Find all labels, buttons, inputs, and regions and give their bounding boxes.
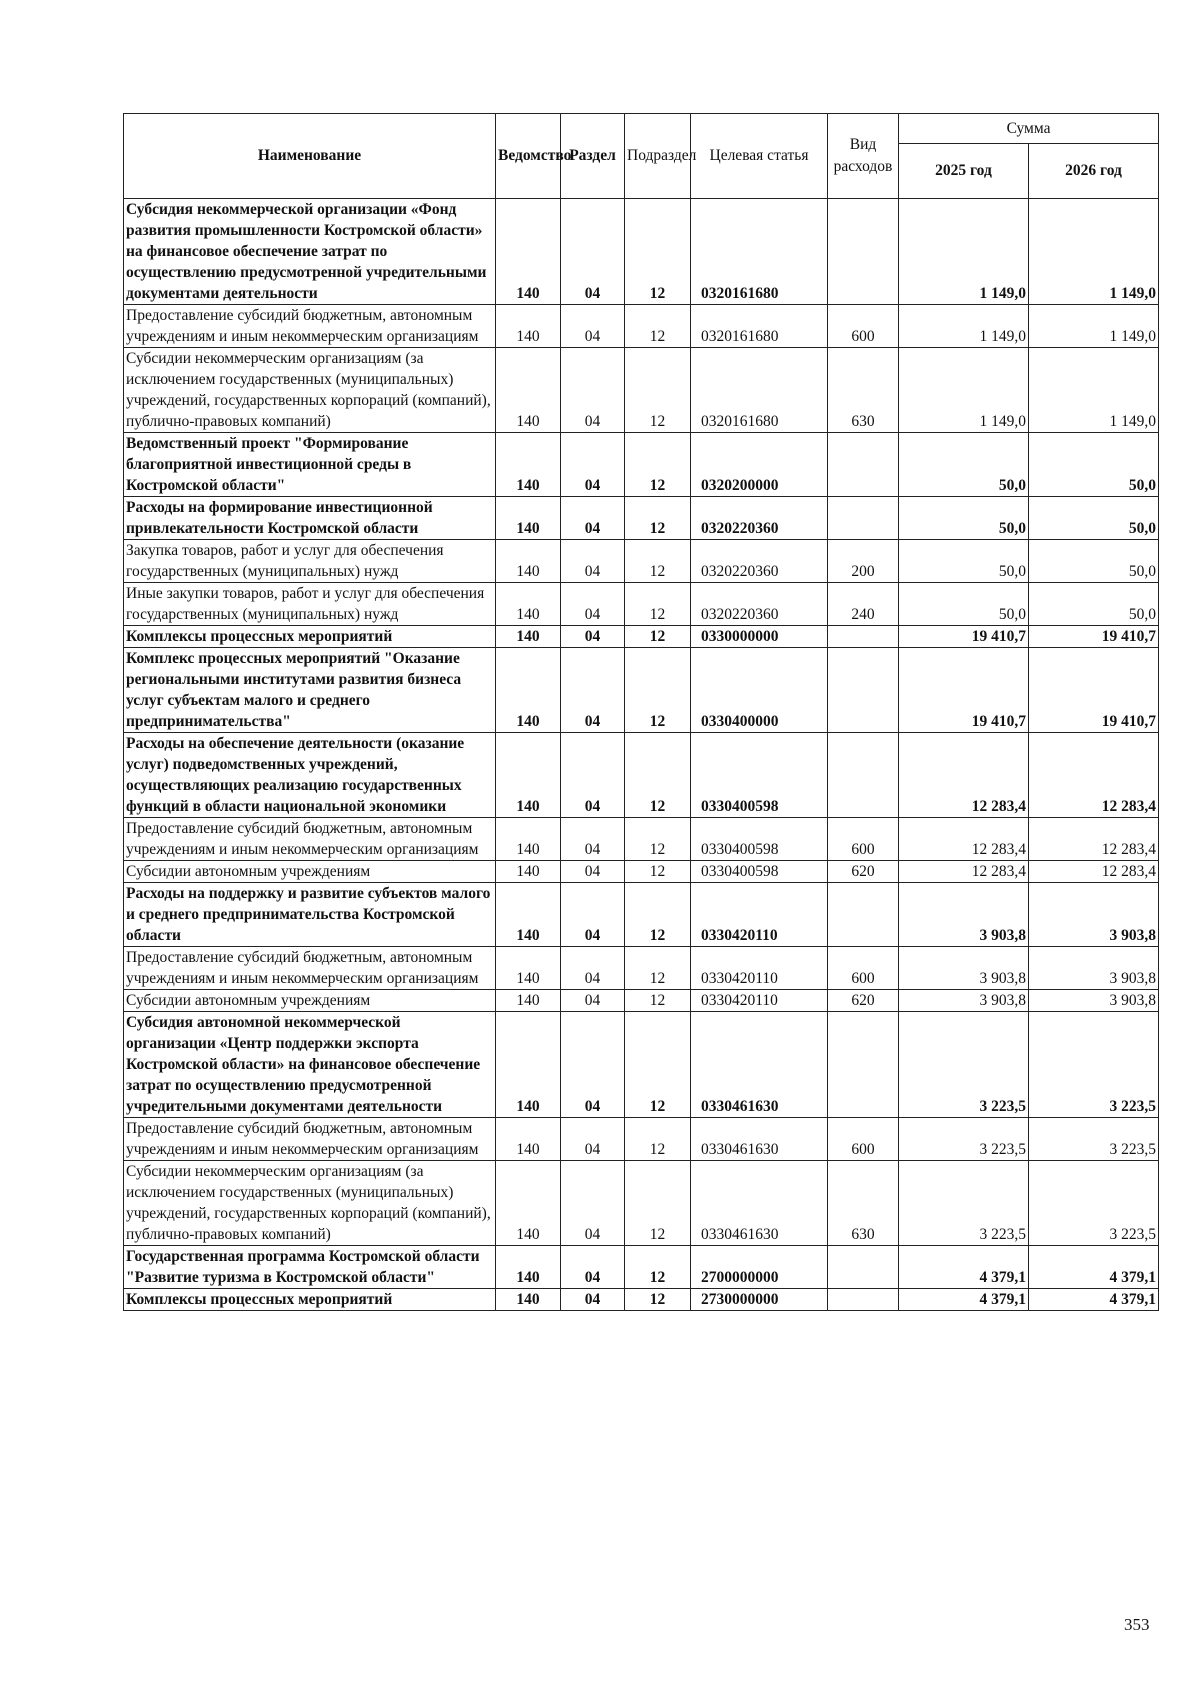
table-row <box>124 648 1159 733</box>
row-summa-2026: 3 903,8 <box>1029 990 1159 1012</box>
row-summa-2025: 3 223,5 <box>899 1118 1029 1161</box>
row-name: Государственная программа Костромской области "Развитие туризма в Костромской области" <box>124 1246 496 1289</box>
row-podrazdel: 12 <box>625 1289 691 1311</box>
row-podrazdel: 12 <box>625 990 691 1012</box>
row-podrazdel: 12 <box>625 733 691 818</box>
row-vedomstvo: 140 <box>496 1012 561 1118</box>
row-summa-2026: 19 410,7 <box>1029 648 1159 733</box>
page-number: 353 <box>1124 1615 1150 1634</box>
row-razdel: 04 <box>561 648 625 733</box>
row-razdel: 04 <box>561 1161 625 1246</box>
row-summa-2025: 1 149,0 <box>899 348 1029 433</box>
table-row <box>124 861 1159 883</box>
row-name: Предоставление субсидий бюджетным, автономным учреждениям и иным некоммерческим организациям <box>124 818 496 861</box>
table-row <box>124 433 1159 497</box>
row-podrazdel: 12 <box>625 433 691 497</box>
row-vid-raskhodov <box>828 1289 899 1311</box>
row-vid-raskhodov: 620 <box>828 990 899 1012</box>
table-row <box>124 733 1159 818</box>
row-podrazdel: 12 <box>625 818 691 861</box>
row-razdel: 04 <box>561 733 625 818</box>
budget-table-sheet <box>123 113 1158 1311</box>
row-podrazdel: 12 <box>625 626 691 648</box>
row-summa-2026: 50,0 <box>1029 497 1159 540</box>
table-row <box>124 947 1159 990</box>
row-name: Субсидия автономной некоммерческой организации «Центр поддержки экспорта Костромской области» на финансовое обеспечение затрат по осуществлению предусмотренной учредительными документами деятельности <box>124 1012 496 1118</box>
row-summa-2025: 12 283,4 <box>899 861 1029 883</box>
header-2025: 2025 год <box>899 144 1029 199</box>
row-tselevaya-statya: 0330461630 <box>691 1161 828 1246</box>
table-header <box>124 114 1159 199</box>
row-podrazdel: 12 <box>625 1246 691 1289</box>
row-summa-2025: 1 149,0 <box>899 305 1029 348</box>
header-vedomstvo: Ведомство <box>496 114 561 199</box>
row-tselevaya-statya: 0330461630 <box>691 1012 828 1118</box>
row-vid-raskhodov <box>828 433 899 497</box>
row-tselevaya-statya: 0320220360 <box>691 540 828 583</box>
row-name: Предоставление субсидий бюджетным, автономным учреждениям и иным некоммерческим организациям <box>124 1118 496 1161</box>
row-summa-2025: 3 903,8 <box>899 990 1029 1012</box>
row-name: Предоставление субсидий бюджетным, автономным учреждениям и иным некоммерческим организациям <box>124 947 496 990</box>
row-tselevaya-statya: 0320200000 <box>691 433 828 497</box>
row-summa-2026: 50,0 <box>1029 540 1159 583</box>
header-2026: 2026 год <box>1029 144 1159 199</box>
row-summa-2026: 12 283,4 <box>1029 818 1159 861</box>
row-tselevaya-statya: 0320220360 <box>691 497 828 540</box>
row-razdel: 04 <box>561 433 625 497</box>
row-vedomstvo: 140 <box>496 1161 561 1246</box>
row-podrazdel: 12 <box>625 305 691 348</box>
table-row <box>124 1118 1159 1161</box>
row-name: Закупка товаров, работ и услуг для обеспечения государственных (муниципальных) нужд <box>124 540 496 583</box>
row-podrazdel: 12 <box>625 348 691 433</box>
header-vid-raskhodov: Вид расходов <box>828 114 899 199</box>
budget-table <box>123 113 1159 1311</box>
row-summa-2025: 50,0 <box>899 540 1029 583</box>
row-vedomstvo: 140 <box>496 648 561 733</box>
row-vid-raskhodov <box>828 497 899 540</box>
row-vid-raskhodov <box>828 883 899 947</box>
table-row <box>124 583 1159 626</box>
row-summa-2026: 12 283,4 <box>1029 861 1159 883</box>
row-razdel: 04 <box>561 540 625 583</box>
row-summa-2026: 50,0 <box>1029 583 1159 626</box>
row-vid-raskhodov: 600 <box>828 818 899 861</box>
table-row <box>124 1246 1159 1289</box>
header-razdel: Раздел <box>561 114 625 199</box>
row-tselevaya-statya: 0320161680 <box>691 348 828 433</box>
row-name: Предоставление субсидий бюджетным, автономным учреждениям и иным некоммерческим организациям <box>124 305 496 348</box>
row-name: Расходы на обеспечение деятельности (оказание услуг) подведомственных учреждений, осуществляющих реализацию государственных функций в области национальной экономики <box>124 733 496 818</box>
row-vid-raskhodov: 620 <box>828 861 899 883</box>
table-row <box>124 1161 1159 1246</box>
row-podrazdel: 12 <box>625 497 691 540</box>
row-name: Субсидии некоммерческим организациям (за исключением государственных (муниципальных) учреждений, государственных корпораций (компаний), публично-правовых компаний) <box>124 1161 496 1246</box>
row-tselevaya-statya: 0330000000 <box>691 626 828 648</box>
row-vedomstvo: 140 <box>496 348 561 433</box>
row-vid-raskhodov <box>828 626 899 648</box>
row-summa-2025: 12 283,4 <box>899 818 1029 861</box>
row-name: Субсидии некоммерческим организациям (за исключением государственных (муниципальных) учреждений, государственных корпораций (компаний), публично-правовых компаний) <box>124 348 496 433</box>
row-podrazdel: 12 <box>625 861 691 883</box>
row-vid-raskhodov: 200 <box>828 540 899 583</box>
row-podrazdel: 12 <box>625 199 691 305</box>
row-razdel: 04 <box>561 583 625 626</box>
row-name: Комплексы процессных мероприятий <box>124 1289 496 1311</box>
row-name: Субсидии автономным учреждениям <box>124 861 496 883</box>
row-summa-2025: 4 379,1 <box>899 1289 1029 1311</box>
row-summa-2025: 12 283,4 <box>899 733 1029 818</box>
row-summa-2025: 4 379,1 <box>899 1246 1029 1289</box>
row-tselevaya-statya: 0330420110 <box>691 990 828 1012</box>
row-vedomstvo: 140 <box>496 1289 561 1311</box>
row-summa-2025: 3 223,5 <box>899 1161 1029 1246</box>
row-vid-raskhodov: 630 <box>828 348 899 433</box>
row-razdel: 04 <box>561 818 625 861</box>
row-podrazdel: 12 <box>625 583 691 626</box>
row-name: Иные закупки товаров, работ и услуг для обеспечения государственных (муниципальных) нужд <box>124 583 496 626</box>
row-summa-2026: 3 903,8 <box>1029 883 1159 947</box>
row-summa-2026: 3 223,5 <box>1029 1118 1159 1161</box>
row-tselevaya-statya: 0330420110 <box>691 883 828 947</box>
row-podrazdel: 12 <box>625 883 691 947</box>
row-summa-2025: 19 410,7 <box>899 626 1029 648</box>
header-tselevaya: Целевая статья <box>691 114 828 199</box>
row-razdel: 04 <box>561 497 625 540</box>
row-name: Субсидии автономным учреждениям <box>124 990 496 1012</box>
row-summa-2026: 3 223,5 <box>1029 1012 1159 1118</box>
row-vedomstvo: 140 <box>496 990 561 1012</box>
table-row <box>124 305 1159 348</box>
row-vedomstvo: 140 <box>496 583 561 626</box>
table-row <box>124 626 1159 648</box>
header-summa: Сумма <box>899 114 1159 144</box>
row-vedomstvo: 140 <box>496 733 561 818</box>
row-name: Комплексы процессных мероприятий <box>124 626 496 648</box>
row-summa-2026: 19 410,7 <box>1029 626 1159 648</box>
header-name: Наименование <box>124 114 496 199</box>
row-razdel: 04 <box>561 1118 625 1161</box>
row-vid-raskhodov: 600 <box>828 947 899 990</box>
row-razdel: 04 <box>561 1246 625 1289</box>
row-vedomstvo: 140 <box>496 540 561 583</box>
row-razdel: 04 <box>561 199 625 305</box>
row-vedomstvo: 140 <box>496 626 561 648</box>
row-razdel: 04 <box>561 947 625 990</box>
row-name: Субсидия некоммерческой организации «Фонд развития промышленности Костромской области» на финансовое обеспечение затрат по осуществлению предусмотренной учредительными документами деятельности <box>124 199 496 305</box>
row-vid-raskhodov <box>828 1246 899 1289</box>
row-vid-raskhodov <box>828 648 899 733</box>
row-tselevaya-statya: 0320220360 <box>691 583 828 626</box>
row-vedomstvo: 140 <box>496 1118 561 1161</box>
row-summa-2025: 50,0 <box>899 497 1029 540</box>
row-tselevaya-statya: 2700000000 <box>691 1246 828 1289</box>
row-name: Ведомственный проект "Формирование благоприятной инвестиционной среды в Костромской области" <box>124 433 496 497</box>
row-summa-2025: 1 149,0 <box>899 199 1029 305</box>
row-tselevaya-statya: 0320161680 <box>691 199 828 305</box>
row-vid-raskhodov: 630 <box>828 1161 899 1246</box>
table-row <box>124 990 1159 1012</box>
row-vedomstvo: 140 <box>496 305 561 348</box>
row-vid-raskhodov <box>828 733 899 818</box>
row-podrazdel: 12 <box>625 540 691 583</box>
row-summa-2026: 1 149,0 <box>1029 199 1159 305</box>
row-razdel: 04 <box>561 1012 625 1118</box>
row-summa-2026: 12 283,4 <box>1029 733 1159 818</box>
row-vedomstvo: 140 <box>496 433 561 497</box>
row-tselevaya-statya: 0330400598 <box>691 818 828 861</box>
row-name: Расходы на формирование инвестиционной привлекательности Костромской области <box>124 497 496 540</box>
row-summa-2026: 3 223,5 <box>1029 1161 1159 1246</box>
row-podrazdel: 12 <box>625 648 691 733</box>
row-summa-2026: 1 149,0 <box>1029 305 1159 348</box>
row-vedomstvo: 140 <box>496 497 561 540</box>
table-body <box>124 199 1159 1311</box>
table-row <box>124 497 1159 540</box>
row-tselevaya-statya: 0330400598 <box>691 733 828 818</box>
row-summa-2026: 4 379,1 <box>1029 1246 1159 1289</box>
row-tselevaya-statya: 0330400598 <box>691 861 828 883</box>
row-summa-2026: 4 379,1 <box>1029 1289 1159 1311</box>
row-name: Комплекс процессных мероприятий "Оказание региональными институтами развития бизнеса услуг субъектам малого и среднего предпринимательства" <box>124 648 496 733</box>
row-razdel: 04 <box>561 990 625 1012</box>
row-summa-2026: 3 903,8 <box>1029 947 1159 990</box>
table-row <box>124 540 1159 583</box>
table-row <box>124 348 1159 433</box>
row-tselevaya-statya: 0320161680 <box>691 305 828 348</box>
row-razdel: 04 <box>561 883 625 947</box>
table-row <box>124 199 1159 305</box>
row-razdel: 04 <box>561 305 625 348</box>
header-podrazdel: Подраздел <box>625 114 691 199</box>
row-tselevaya-statya: 0330420110 <box>691 947 828 990</box>
row-vid-raskhodov <box>828 1012 899 1118</box>
row-podrazdel: 12 <box>625 947 691 990</box>
row-vedomstvo: 140 <box>496 818 561 861</box>
row-vedomstvo: 140 <box>496 199 561 305</box>
row-vid-raskhodov: 600 <box>828 1118 899 1161</box>
row-summa-2025: 3 903,8 <box>899 883 1029 947</box>
row-summa-2025: 19 410,7 <box>899 648 1029 733</box>
row-summa-2025: 50,0 <box>899 583 1029 626</box>
table-row <box>124 883 1159 947</box>
row-razdel: 04 <box>561 861 625 883</box>
row-podrazdel: 12 <box>625 1012 691 1118</box>
row-tselevaya-statya: 0330461630 <box>691 1118 828 1161</box>
row-razdel: 04 <box>561 626 625 648</box>
row-vedomstvo: 140 <box>496 883 561 947</box>
row-vedomstvo: 140 <box>496 861 561 883</box>
row-vedomstvo: 140 <box>496 1246 561 1289</box>
row-summa-2025: 50,0 <box>899 433 1029 497</box>
row-summa-2025: 3 903,8 <box>899 947 1029 990</box>
row-tselevaya-statya: 0330400000 <box>691 648 828 733</box>
row-summa-2025: 3 223,5 <box>899 1012 1029 1118</box>
table-row <box>124 818 1159 861</box>
row-razdel: 04 <box>561 1289 625 1311</box>
table-row <box>124 1012 1159 1118</box>
row-podrazdel: 12 <box>625 1118 691 1161</box>
row-summa-2026: 1 149,0 <box>1029 348 1159 433</box>
row-razdel: 04 <box>561 348 625 433</box>
row-vid-raskhodov <box>828 199 899 305</box>
row-name: Расходы на поддержку и развитие субъектов малого и среднего предпринимательства Костромской области <box>124 883 496 947</box>
table-row <box>124 1289 1159 1311</box>
row-vid-raskhodov: 600 <box>828 305 899 348</box>
row-podrazdel: 12 <box>625 1161 691 1246</box>
row-summa-2026: 50,0 <box>1029 433 1159 497</box>
row-vedomstvo: 140 <box>496 947 561 990</box>
row-vid-raskhodov: 240 <box>828 583 899 626</box>
row-tselevaya-statya: 2730000000 <box>691 1289 828 1311</box>
